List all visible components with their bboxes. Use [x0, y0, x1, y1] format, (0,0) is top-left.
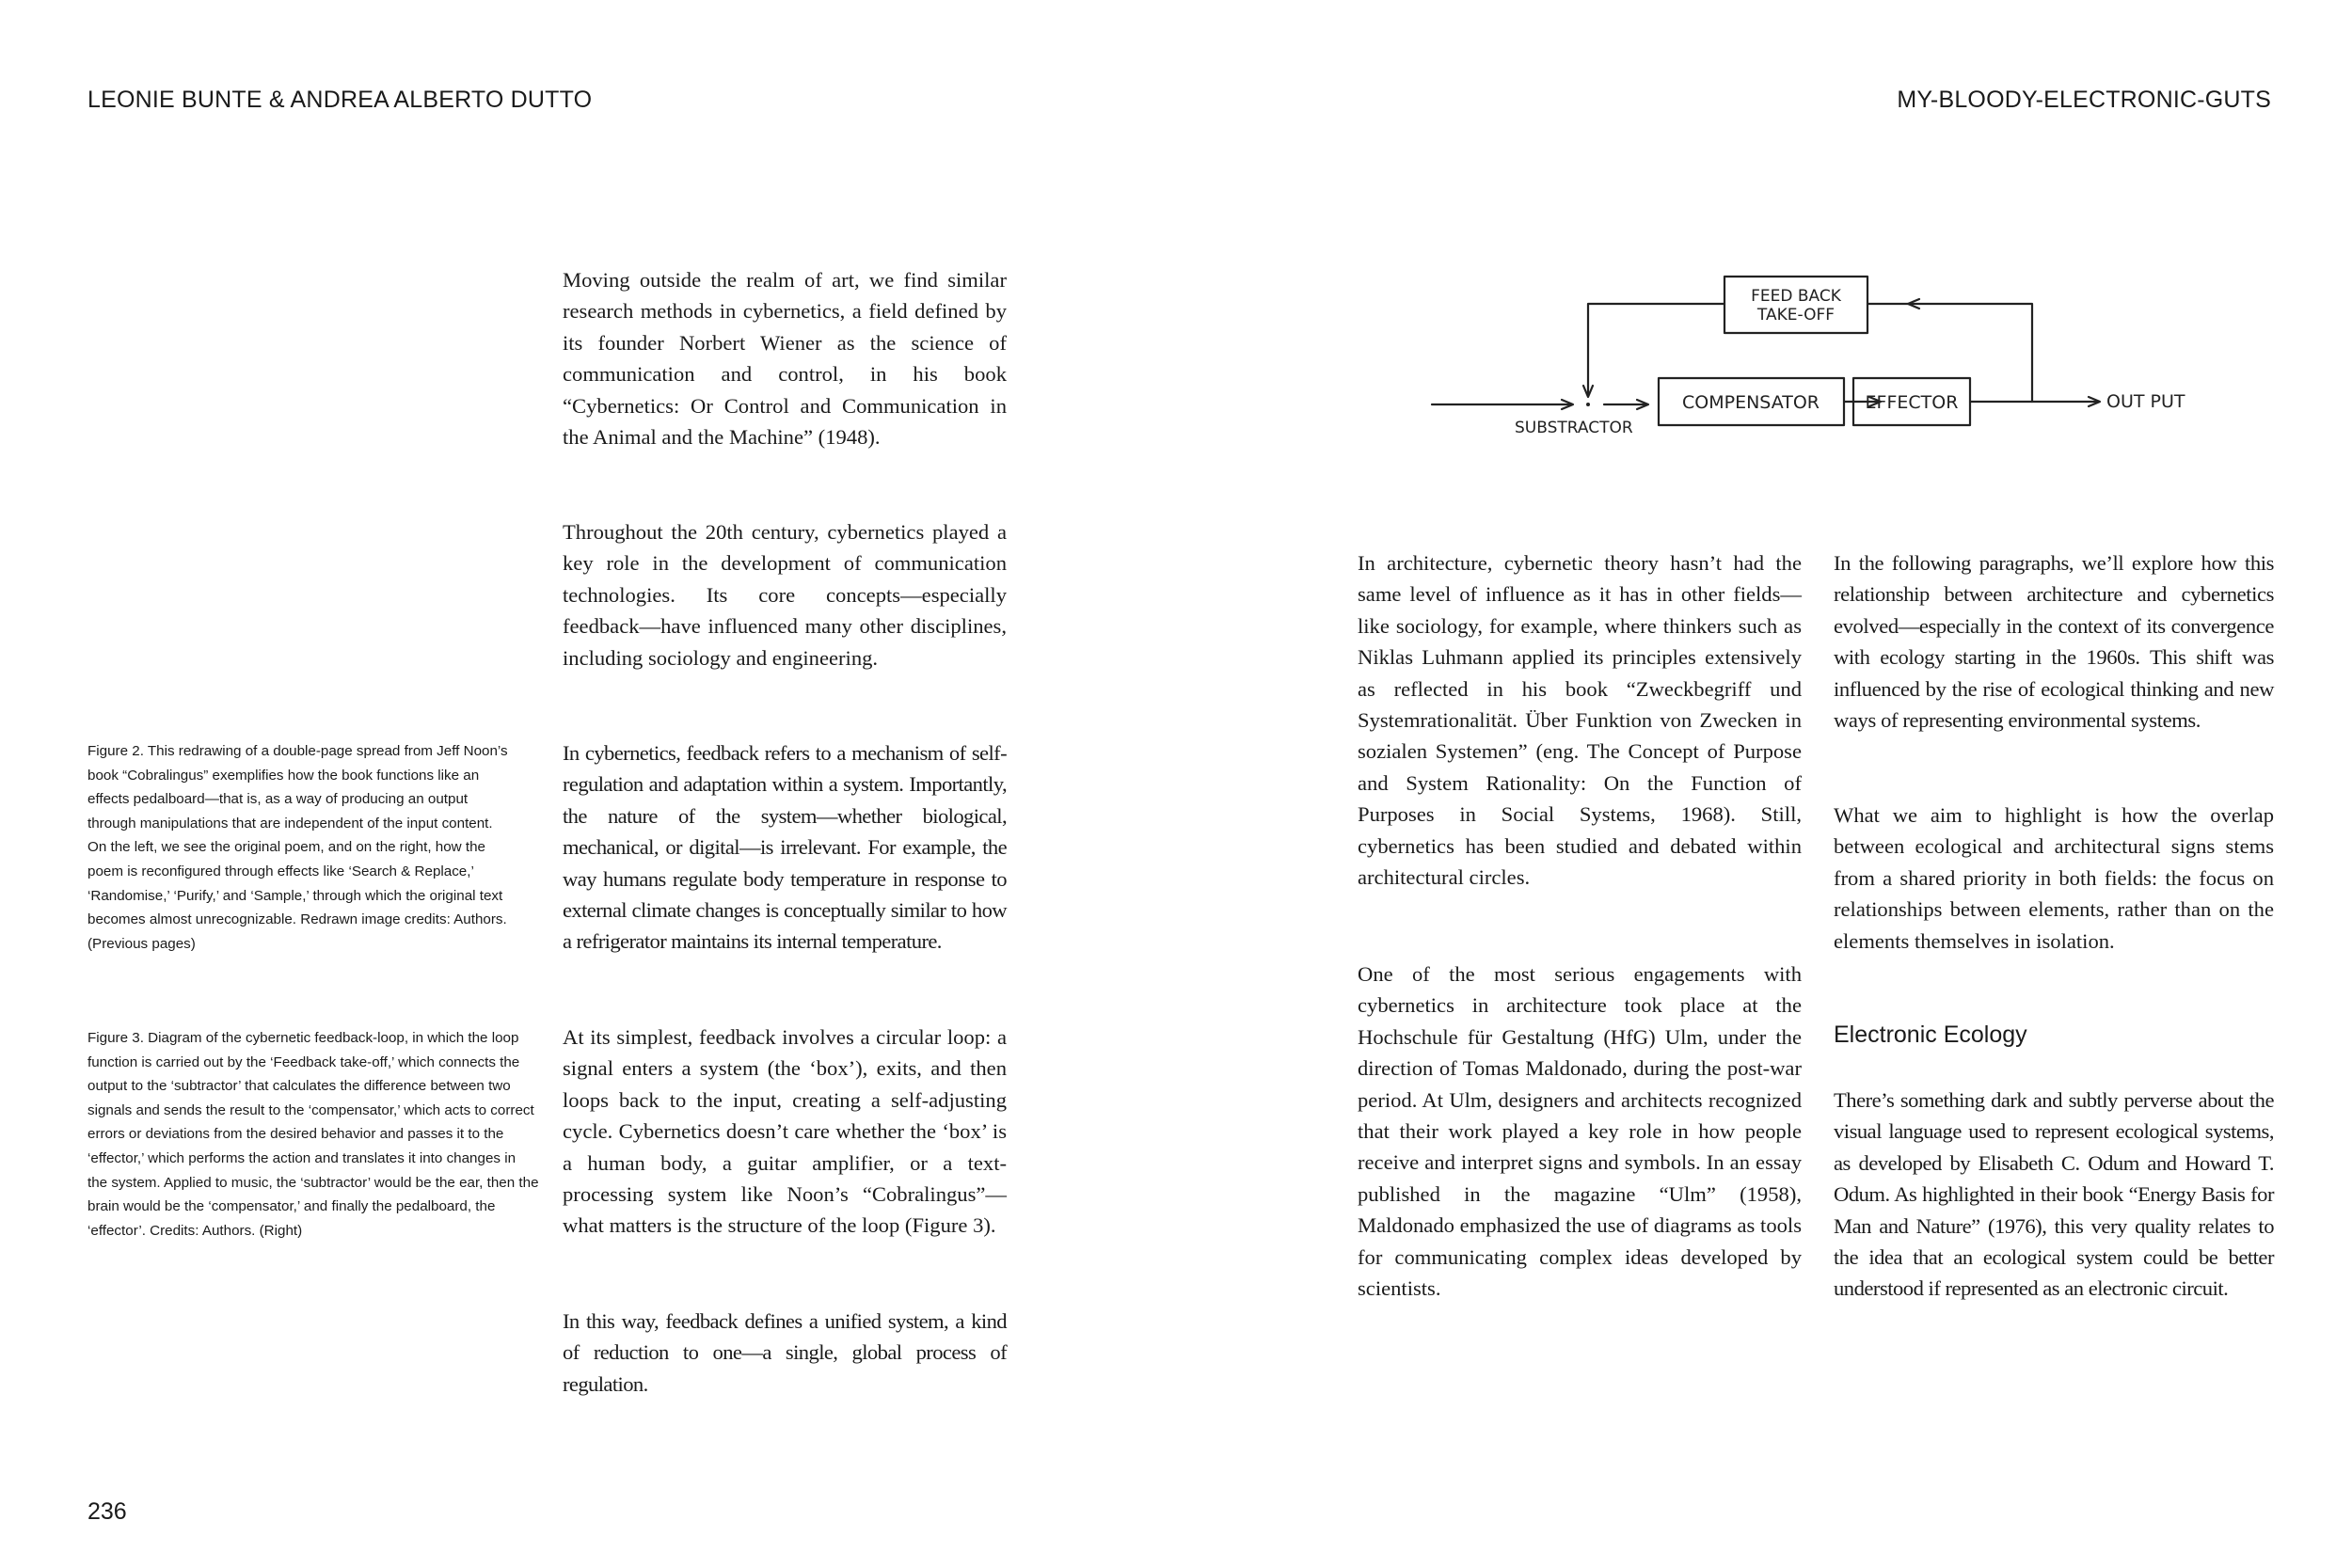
running-head-left: LEONIE BUNTE & ANDREA ALBERTO DUTTO [87, 87, 593, 113]
body-paragraph-hfg-ulm: One of the most serious engagements with cybernetics in architecture took place at the Hochschule für Gestaltung (HfG) Ulm, under the direction of Tomas Maldonado, during the post-war period. At Ulm, designers and architects recognized that their work played a key role in how people receive and interpret signs and symbols. In an essay published in the magazine “Ulm” (1958), Maldonado emphasized the use of diagrams as tools for communicating complex ideas developed by scientists. [1358, 962, 1802, 1301]
body-paragraph-electronic-ecology: There’s something dark and subtly perverse about the visual language used to represent ecological systems, as developed by Elisabeth C. Odum and Howard T. Odum. As highlighted in their book “Energy Basis for Man and Nature” (1976), this very quality relates to the idea that an ecological system could be better understood if represented as an electronic circuit. [1834, 1088, 2274, 1301]
subtractor-node [1586, 403, 1590, 406]
body-paragraph-overlap: What we aim to highlight is how the overlap between ecological and architectural signs stems from a shared priority in both fields: the focus on relationships between elements, rather than on the elements themselves in isolation. [1834, 803, 2274, 953]
body-paragraph-following-paragraphs: In the following paragraphs, we’ll explore how this relationship between architecture and cybernetics evolved—especially in the context of its convergence with ecology starting in the 1960s. This shift was influenced by the rise of ecological thinking and new ways of representing environmental systems. [1834, 551, 2274, 733]
body-paragraph-architecture-cybernetics: In architecture, cybernetic theory hasn’t had the same level of influence as it has in other fields—like sociology, for example, where thinkers such as Niklas Luhmann applied its principles extensively as reflected in his book “Zweckbegriff und Systemrationalität. Über Funktion von Zwecken in sozialen Systemen” (eng. The Concept of Purpose and System Rationality: On the Function of Purposes in Social Systems, 1968). Still, cybernetics has been studied and debated within architectural circles. [1358, 551, 1802, 890]
figure-3-caption: Figure 3. Diagram of the cybernetic feedback-loop, in which the loop function is carried out by the ‘Feedback take-off,’ which connects the output to the ‘subtractor’ that calculates the difference between two signals and sends the result to the ‘compensator,’ which acts to correct errors or deviations from the desired behavior and passes it to the ‘effector,’ which performs the action and translates it into changes in the system. Applied to music, the ‘subtractor’ would be the ear, then the brain would be the ‘compensator,’ and finally the pedalboard, the ‘effector’. Credits: Authors. (Right) [87, 1030, 539, 1239]
body-paragraph-cybernetics-intro: Moving outside the realm of art, we find similar research methods in cybernetics, a field defined by its founder Norbert Wiener as the science of communication and control, in his book “Cybernetics: Or Control and Communication in the Animal and the Machine” (1948). [563, 268, 1007, 450]
subtractor-label: SUBSTRACTOR [1515, 419, 1633, 437]
body-paragraph-unified-system: In this way, feedback defines a unified system, a kind of reduction to one—a single, global process of regulation. [563, 1309, 1007, 1396]
page-number: 236 [87, 1498, 127, 1525]
section-heading: Electronic Ecology [1834, 1022, 2027, 1048]
body-paragraph-feedback-loop: At its simplest, feedback involves a circular loop: a signal enters a system (the ‘box’), exits, and then loops back to the input, creating a self-adjusting cycle. Cybernetics doesn’t care whether the ‘box’ is a human body, a guitar amplifier, or a text-processing system like Noon’s “Cobralingus”—what matters is the structure of the loop (Figure 3). [563, 1025, 1007, 1238]
figure-2-caption: Figure 2. This redrawing of a double-page spread from Jeff Noon’s book “Cobralingus” exemplifies how the book functions like an effects pedalboard—that is, as a way of producing an output through manipulations that are independent of the input content. On the left, we see the original poem, and on the right, how the poem is reconfigured through effects like ‘Search & Replace,’ ‘Randomise,’ ‘Purify,’ and ‘Sample,’ through which the original text becomes almost unrecognizable. Redrawn image credits: Authors. (Previous pages) [87, 743, 508, 952]
feedback-to-subtractor-line [1588, 304, 1724, 395]
running-head-right: MY-BLOODY-ELECTRONIC-GUTS [1897, 87, 2271, 113]
feedback-loop-diagram [1421, 263, 2211, 451]
output-label: OUT PUT [2106, 391, 2185, 412]
effector-label: EFFECTOR [1865, 392, 1959, 413]
feedback-label-line1: FEED BACK [1751, 287, 1841, 306]
compensator-label: COMPENSATOR [1682, 392, 1820, 413]
body-paragraph-20th-century: Throughout the 20th century, cybernetics played a key role in the development of communication technologies. Its core concepts—especially feedback—have influenced many other disciplines, including sociology and engineering. [563, 520, 1007, 670]
body-paragraph-feedback-definition: In cybernetics, feedback refers to a mechanism of self-regulation and adaptation within a system. Importantly, the nature of the system—whether biological, mechanical, or digital—is irrelevant. For example, the way humans regulate body temperature in response to external climate changes is conceptually similar to how a refrigerator maintains its internal temperature. [563, 741, 1007, 954]
feedback-label-line2: TAKE-OFF [1756, 306, 1836, 325]
